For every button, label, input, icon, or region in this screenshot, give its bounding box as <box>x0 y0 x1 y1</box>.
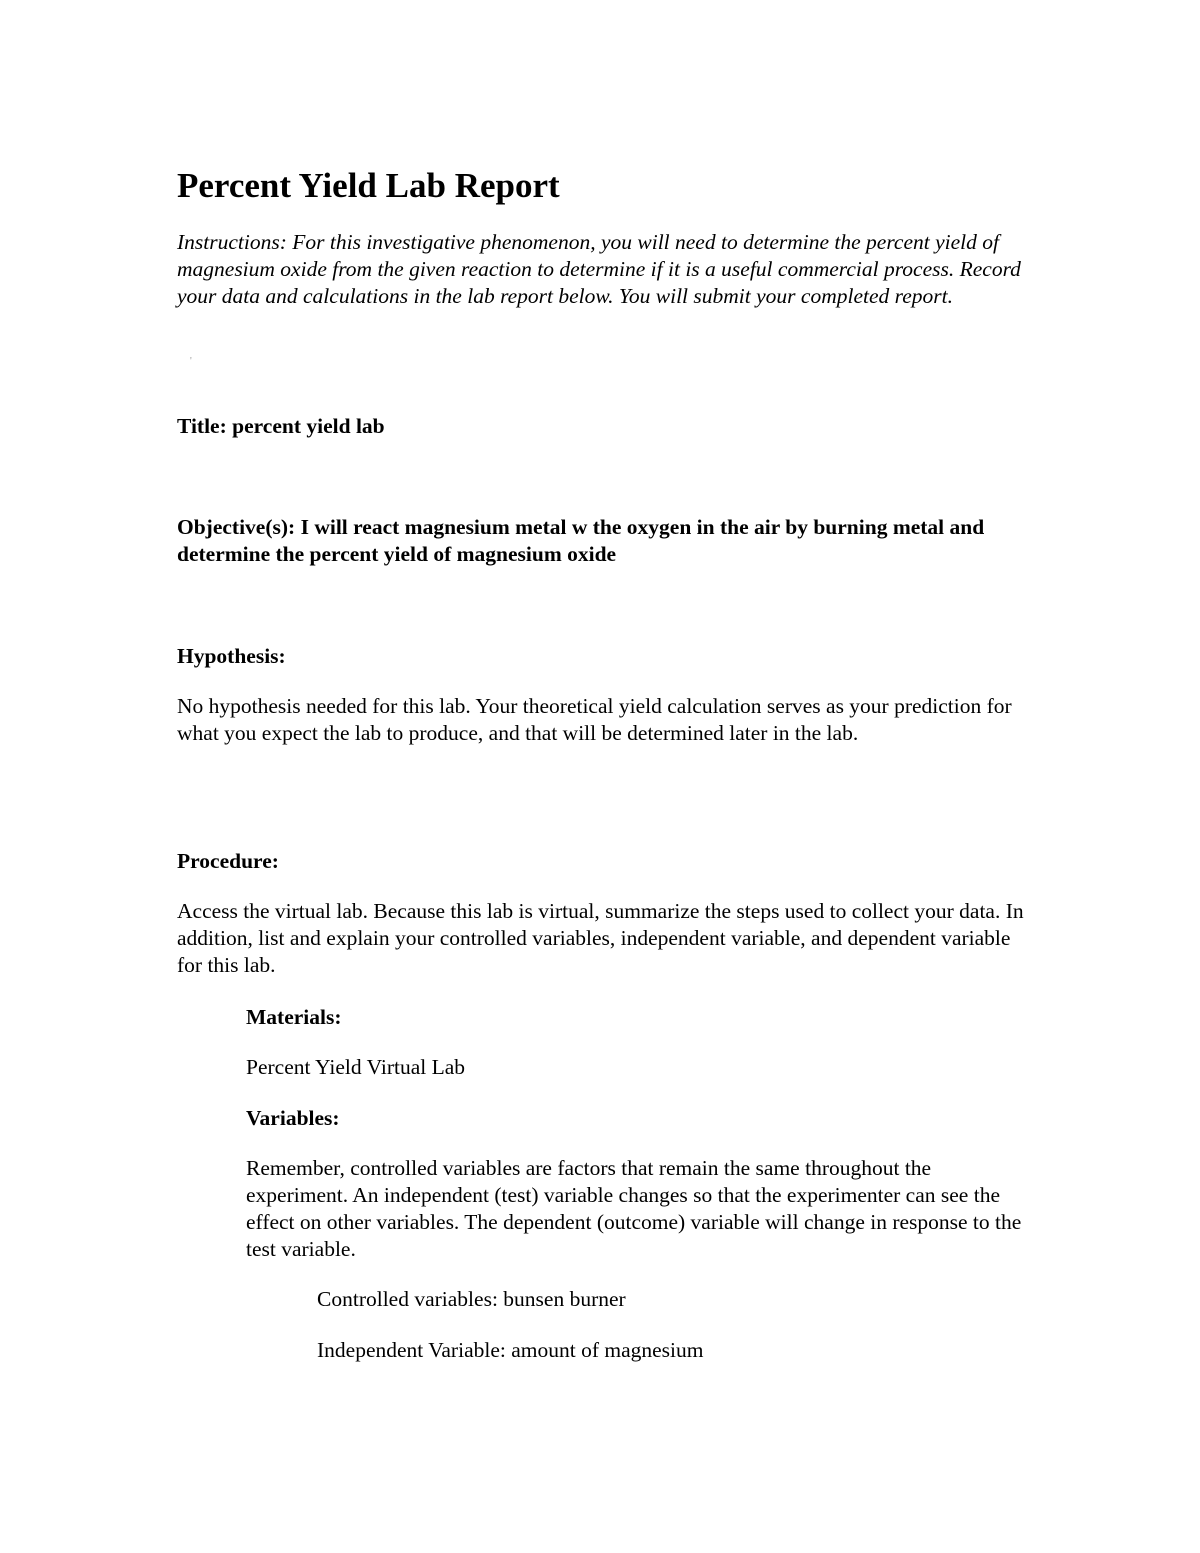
variables-heading: Variables: <box>246 1106 340 1130</box>
procedure-text: Access the virtual lab. Because this lab is virtual, summarize the steps used to collect your data. In addition, list and explain your controlled variables, independent variable, and dependent variable for this lab. <box>177 899 1024 977</box>
procedure-heading: Procedure: <box>177 849 279 873</box>
materials-heading: Materials: <box>246 1005 342 1029</box>
materials-text: Percent Yield Virtual Lab <box>246 1055 466 1079</box>
lab-title-line: Title: percent yield lab <box>177 414 385 438</box>
variables-text: Remember, controlled variables are factors that remain the same throughout the experiment. An independent (test) variable changes so that the experimenter can see the effect on other variables. The dependent (outcome) variable will change in response to the test variable. <box>246 1156 1022 1261</box>
controlled-variables: Controlled variables: bunsen burner <box>317 1287 626 1311</box>
instructions-text: Instructions: For this investigative phenomenon, you will need to determine the percent yield of magnesium oxide from the given reaction to determine if it is a useful commercial process. Record your data and calculations in the lab report below. You will submit your completed report. <box>177 230 1021 308</box>
stray-mark: ' <box>190 356 192 367</box>
document-title: Percent Yield Lab Report <box>177 166 560 205</box>
hypothesis-text: No hypothesis needed for this lab. Your theoretical yield calculation serves as your prediction for what you expect the lab to produce, and that will be determined later in the lab. <box>177 694 1012 745</box>
objective-text: Objective(s): I will react magnesium metal w the oxygen in the air by burning metal and determine the percent yield of magnesium oxide <box>177 515 985 566</box>
hypothesis-heading: Hypothesis: <box>177 644 286 668</box>
independent-variable: Independent Variable: amount of magnesium <box>317 1338 704 1362</box>
